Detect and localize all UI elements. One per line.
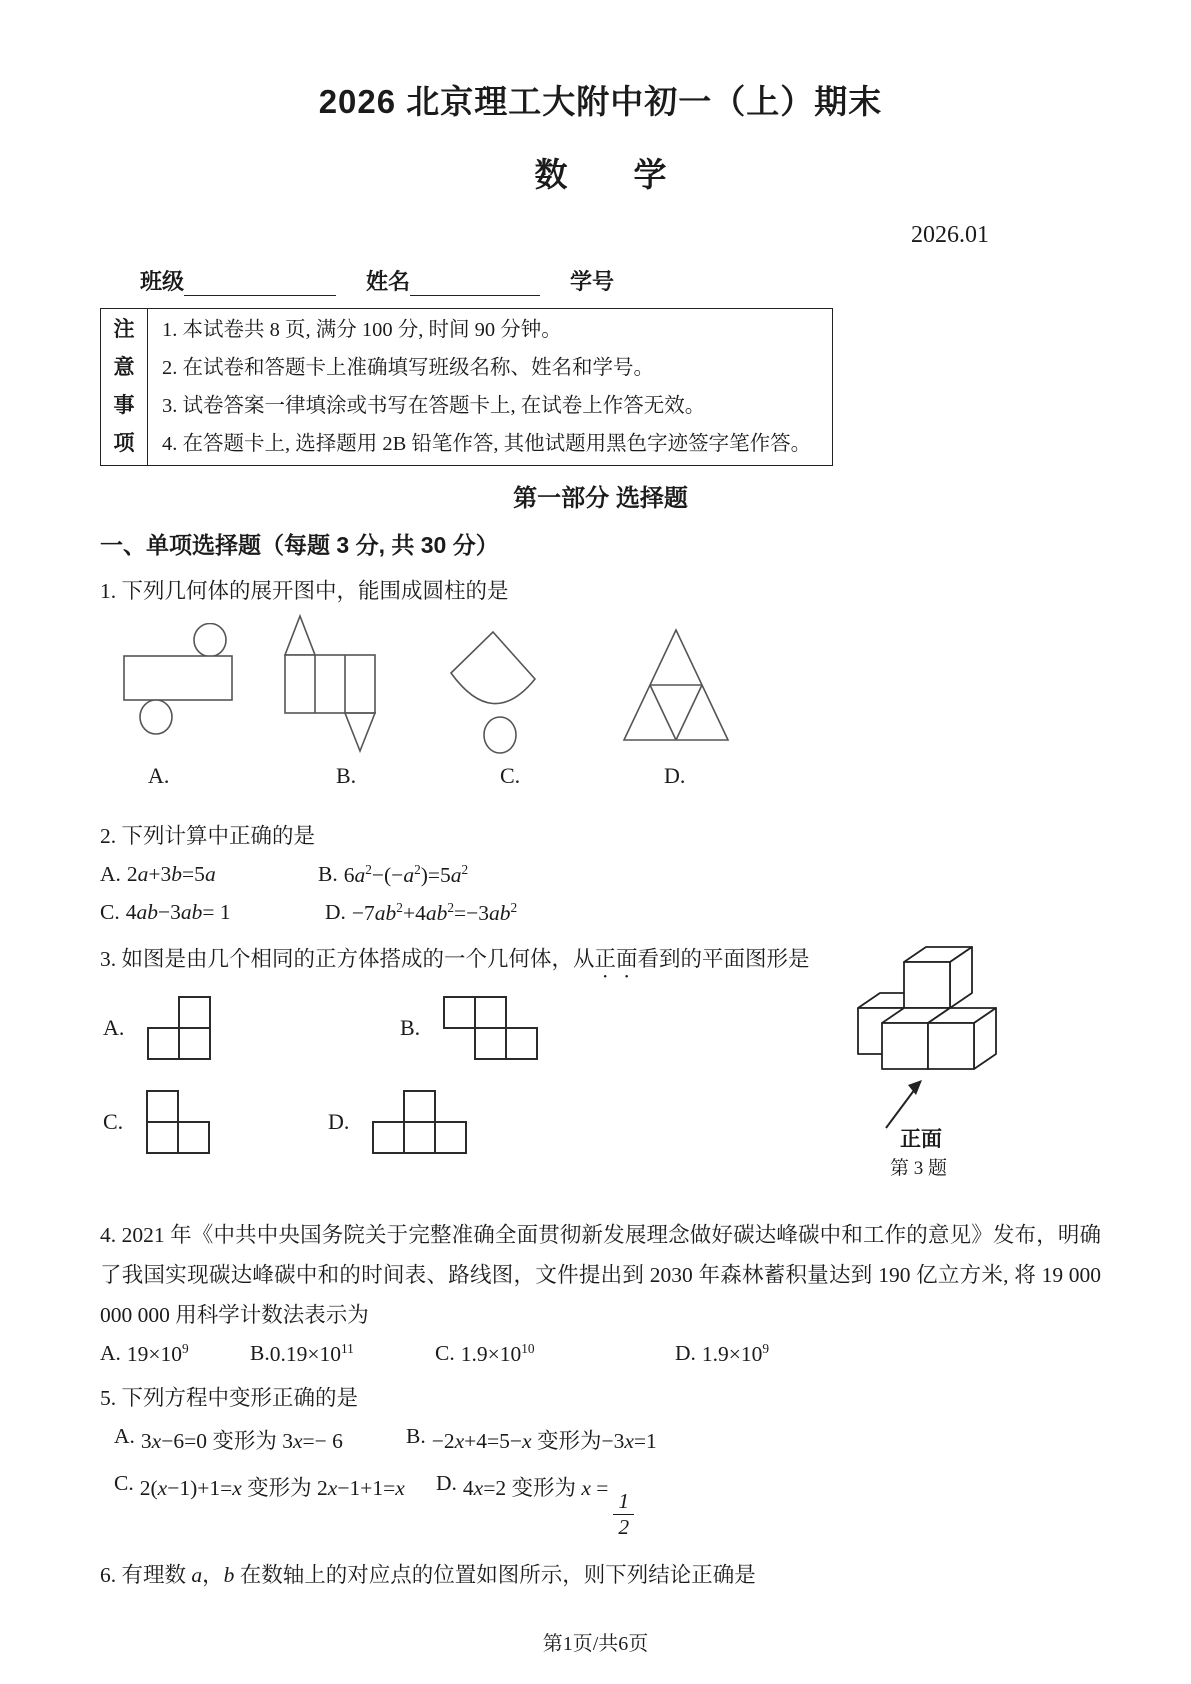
class-label: 班级 [140,269,185,294]
q4-stem [100,1215,1101,1335]
q3-figure-caption: 第 3 题 [890,1158,948,1178]
triangle-net-figure [620,627,732,745]
notice-item: 3. 试卷答案一律填涂或书写在答题卡上, 在试卷上作答无效。 [162,395,706,417]
q1-option-c-label: C. [500,763,521,788]
cylinder-net-figure [120,623,250,741]
q4-stem-line: 4. 2021 年《中共中央国务院关于完整准确全面贯彻新发展理念做好碳达峰碳中和工作的意见》发布，明确 [100,1223,1101,1248]
q5-option-b: B. −2x+4=5−x 变形为−3x=1 [406,1424,657,1454]
cube-stack-figure [848,932,1033,1177]
q3-option-d: D. [328,1089,468,1155]
q1-option-b-label: B. [336,763,357,788]
front-view-arrow [886,1080,922,1128]
q3-option-b: B. [400,995,539,1061]
student-id-label: 学号 [570,269,615,294]
q4-options-row [100,1341,1101,1367]
q5-options-row1 [100,1424,1101,1455]
student-info-row [100,265,1101,296]
q5-stem: 5. 下列方程中变形正确的是 [100,1386,359,1411]
q2-option-c: C. 4ab−3ab= 1 [100,900,231,925]
q3-stem: 3. 如图是由几个相同的正方体搭成的一个几何体，从正面看到的平面图形是 [100,947,810,972]
q3-cube-figure-block [848,932,1033,1182]
l-shape-right-figure [146,995,212,1061]
q4-stem-line: 000 000 用科学计数法表示为 [100,1303,369,1328]
q2-options-row1 [100,862,1101,888]
notice-box [100,308,833,466]
z-shape-figure [442,995,539,1061]
exam-date: 2026.01 [911,222,989,248]
q6-stem: 6. 有理数 a，b 在数轴上的对应点的位置如图所示，则下列结论正确是 [100,1563,756,1588]
exam-subject: 数 学 [534,156,667,193]
q4-option-a: A. $19\times 10^9$ [100,1341,189,1367]
q1-option-d-label: D. [664,763,686,788]
q4-option-c: C. $1.9\times 10^{10}$ [435,1341,535,1367]
q4-option-b: B. $0.19\times 10^{11}$ [250,1341,354,1367]
notice-items [148,309,832,465]
q4-option-d: D. $1.9\times 10^9$ [675,1341,770,1367]
part1-heading: 第一部分 选择题 [513,485,688,512]
prism-net-figure [280,613,380,755]
q3-option-a: A. [103,995,212,1061]
page-number: 第1页/共6页 [542,1633,649,1655]
name-label: 姓名 [366,269,411,294]
exam-title: 2026 北京理工大附中初一（上）期末 [318,83,883,120]
q2-options-row2 [100,900,1101,926]
q5-option-d: D. 4x=2 变形为 x = $\frac{1}{2}$ [436,1471,634,1538]
q4-stem-line: 了我国实现碳达峰碳中和的时间表、路线图，文件提出到 2030 年森林蓄积量达到 190 亿立方米, 将 19 000 [100,1263,1101,1288]
q1-figures [100,613,1101,795]
q5-option-a: A. 3x−6=0 变形为 3x=− 6 [114,1424,343,1454]
notice-side-label: 注 意 事 项 [101,309,148,465]
front-view-label: 正面 [900,1128,942,1152]
q5-option-c: C. 2(x−1)+1=x 变形为 2x−1+1=x [114,1471,405,1501]
l-shape-left-figure [145,1089,211,1155]
section1-heading: 一、单项选择题（每题 3 分, 共 30 分） [100,532,499,558]
class-blank-field[interactable] [184,269,336,296]
q5-options-row2 [100,1471,1101,1538]
q3-option-c: C. [103,1089,211,1155]
cone-net-figure [445,629,545,759]
notice-item: 1. 本试卷共 8 页, 满分 100 分, 时间 90 分钟。 [162,319,562,341]
q3-block [100,942,1101,1189]
notice-item: 2. 在试卷和答题卡上准确填写班级名称、姓名和学号。 [162,357,654,379]
q2-option-a: A. 2a+3b=5a [100,862,216,886]
notice-item: 4. 在答题卡上, 选择题用 2B 铅笔作答, 其他试题用黑色字迹签字笔作答。 [162,433,812,455]
q2-option-d: D. $-7ab^2+4ab^2=-3ab^2$ [325,900,518,926]
t-shape-figure [371,1089,468,1155]
q1-option-a-label: A. [148,763,170,788]
name-blank-field[interactable] [410,269,540,296]
q2-option-b: B. $6a^2-(-a^2)=5a^2$ [318,862,469,888]
q1-stem: 1. 下列几何体的展开图中，能围成圆柱的是 [100,579,509,603]
q2-stem: 2. 下列计算中正确的是 [100,824,316,848]
